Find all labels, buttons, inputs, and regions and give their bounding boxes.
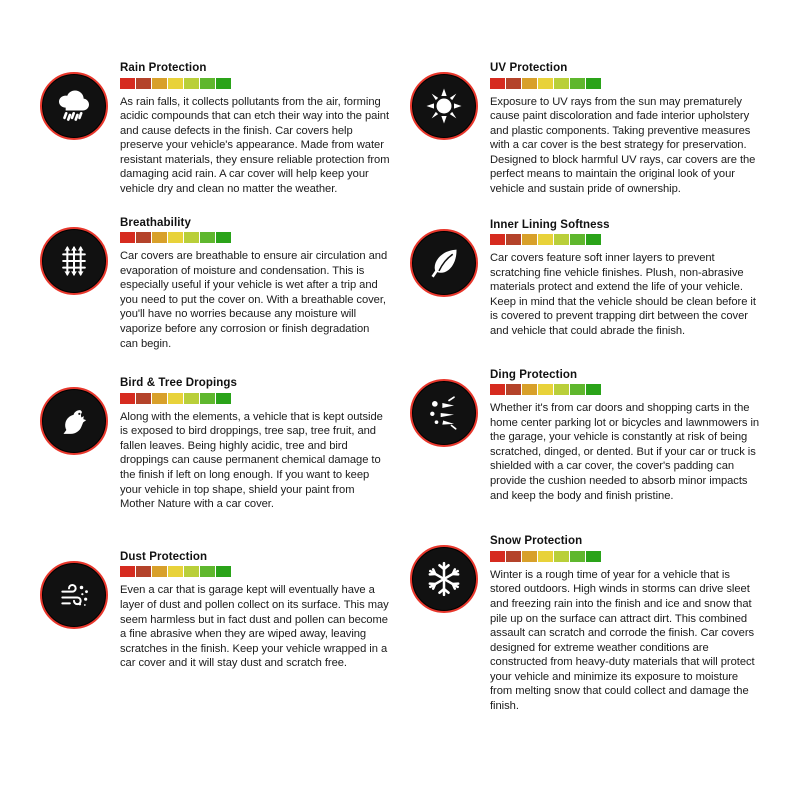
meter-cell [490, 78, 505, 89]
feature-bird-tree-dropings [40, 377, 390, 512]
meter-cell [152, 393, 167, 404]
breathability-arrows-icon [40, 227, 108, 295]
feature-title: Ding Protection [490, 368, 578, 381]
feature-description: Whether it's from car doors and shopping carts in the home center parking lot or bicycles and lawnmowers in the garage, your vehicle is constantly at risk of being scratched, dinged, or dented. But if your car or truck is shielded with a car cover, the cover's padding can provide the cushion needed to absorb minor impacts and keep the body and finish pristine. [490, 402, 760, 502]
meter-cell [136, 232, 151, 243]
feature-body [120, 217, 390, 352]
feature-breathability [40, 217, 390, 352]
meter-cell [570, 384, 585, 395]
meter-cell [216, 393, 231, 404]
features-grid [40, 62, 760, 727]
feature-body [120, 551, 390, 671]
meter-cell [586, 234, 601, 245]
meter-cell [522, 551, 537, 562]
feature-body [490, 219, 760, 339]
meter-cell [538, 234, 553, 245]
feature-body [490, 62, 760, 197]
meter-cell [152, 78, 167, 89]
meter-cell [570, 234, 585, 245]
meter-cell [168, 566, 183, 577]
meter-cell [586, 384, 601, 395]
feature-dust-protection [40, 551, 390, 671]
feature-description: Exposure to UV rays from the sun may prematurely cause paint discoloration and fade interior upholstery and plastic components. Taking preventive measures with a car cover is the best strategy for preservation. Designed to block harmful UV rays, car covers are the perfect means to maintain the original look of your vehicle and sustain pride of ownership. [490, 95, 756, 196]
meter-cell [506, 78, 521, 89]
rating-meter [490, 551, 760, 562]
meter-cell [490, 234, 505, 245]
features-column-left [40, 62, 390, 727]
feature-title: Rain Protection [120, 62, 207, 74]
feature-inner-lining-softness [410, 219, 760, 339]
rating-meter [120, 393, 390, 404]
feature-ding-protection [410, 369, 760, 504]
meter-cell [490, 384, 505, 395]
meter-cell [120, 566, 135, 577]
rating-meter [120, 78, 390, 89]
meter-cell [184, 232, 199, 243]
sun-icon [410, 72, 478, 140]
meter-cell [136, 393, 151, 404]
meter-cell [506, 551, 521, 562]
meter-cell [136, 78, 151, 89]
meter-cell [200, 566, 215, 577]
meter-cell [506, 234, 521, 245]
meter-cell [216, 232, 231, 243]
feature-body [120, 62, 390, 197]
meter-cell [490, 551, 505, 562]
rating-meter [490, 234, 760, 245]
rating-meter [120, 566, 390, 577]
rain-cloud-icon [40, 72, 108, 140]
feature-description: As rain falls, it collects pollutants from the air, forming acidic compounds that can etch their way into the paint and cause defects in the finish. Car covers help preserve your vehicle's appearance. Made from water resistant materials, they ensure reliable protection from damaging acid rain. A car cover will help keep your vehicle dry and clean no matter the weather. [120, 95, 390, 196]
rating-meter [490, 78, 760, 89]
meter-cell [200, 232, 215, 243]
feature-title: Snow Protection [490, 535, 583, 548]
meter-cell [200, 393, 215, 404]
feather-icon [410, 229, 478, 297]
meter-cell [554, 78, 569, 89]
meter-cell [538, 78, 553, 89]
feature-description: Winter is a rough time of year for a vehicle that is stored outdoors. High winds in storms can drive sleet and freezing rain into the finish and ice and snow that pile up on the surface can attract dirt. This combined assault can scratch and corrode the finish. Car covers designed for extreme weather conditions are constructed from heavy-duty materials that will protect your vehicle and minimize its exposure to moisture from melting snow that could collect and damage the finish. [490, 568, 755, 712]
meter-cell [168, 393, 183, 404]
features-column-right [410, 62, 760, 727]
meter-cell [184, 393, 199, 404]
feature-uv-protection [410, 62, 760, 197]
meter-cell [522, 78, 537, 89]
feature-snow-protection [410, 535, 760, 713]
meter-cell [216, 566, 231, 577]
meter-cell [506, 384, 521, 395]
meter-cell [152, 566, 167, 577]
feature-title: Bird & Tree Dropings [120, 377, 238, 390]
meter-cell [216, 78, 231, 89]
feature-description: Car covers feature soft inner layers to prevent scratching fine vehicle finishes. Plush, non-abrasive materials protect and extend the life of your vehicle. Keep in mind that the vehicle should be clean before it is covered to prevent trapping dirt between the cover and vehicle that could abrade the finish. [490, 252, 756, 338]
feature-title: Inner Lining Softness [490, 218, 610, 231]
feature-description: Even a car that is garage kept will eventually have a layer of dust and pollen collect on its surface. This may seem harmless but in fact dust and pollen can become a fine abrasive when they are wiped away, leaving scratches in the finish. Keep your vehicle wrapped in a car cover and it will stay dust and scratch free. [120, 584, 389, 670]
meter-cell [200, 78, 215, 89]
dust-particles-icon [40, 561, 108, 629]
feature-description: Along with the elements, a vehicle that is kept outside is exposed to bird droppings, tree sap, tree fruit, and fallen leaves. Being highly acidic, tree and bird droppings can cause permanent chemical damage to the finish if left on long enough. If you want to keep your vehicle in top shape, shield your paint from Mother Nature with a car cover. [120, 410, 383, 511]
meter-cell [136, 566, 151, 577]
feature-body [490, 535, 760, 713]
meter-cell [538, 384, 553, 395]
meter-cell [570, 78, 585, 89]
feature-rain-protection [40, 62, 390, 197]
rating-meter [490, 384, 760, 395]
feature-description: Car covers are breathable to ensure air circulation and evaporation of moisture and condensation. This is especially useful if your vehicle is wet after a trip and you need to put the cover on. With a breathable cover, you'll have no worries because any moisture will vaporize before any corrosion or finish degradation can begin. [120, 250, 388, 350]
feature-title: Dust Protection [120, 550, 208, 563]
meter-cell [538, 551, 553, 562]
meter-cell [554, 234, 569, 245]
snowflake-icon [410, 545, 478, 613]
ding-impact-icon [410, 379, 478, 447]
meter-cell [586, 78, 601, 89]
feature-body [490, 369, 760, 504]
meter-cell [120, 78, 135, 89]
meter-cell [570, 551, 585, 562]
meter-cell [522, 384, 537, 395]
meter-cell [120, 232, 135, 243]
feature-title: UV Protection [490, 62, 568, 74]
meter-cell [522, 234, 537, 245]
bird-icon [40, 387, 108, 455]
feature-body [120, 377, 390, 512]
meter-cell [554, 551, 569, 562]
meter-cell [554, 384, 569, 395]
meter-cell [184, 78, 199, 89]
meter-cell [168, 78, 183, 89]
feature-title: Breathability [120, 216, 191, 229]
meter-cell [168, 232, 183, 243]
meter-cell [120, 393, 135, 404]
meter-cell [184, 566, 199, 577]
rating-meter [120, 232, 390, 243]
meter-cell [586, 551, 601, 562]
meter-cell [152, 232, 167, 243]
